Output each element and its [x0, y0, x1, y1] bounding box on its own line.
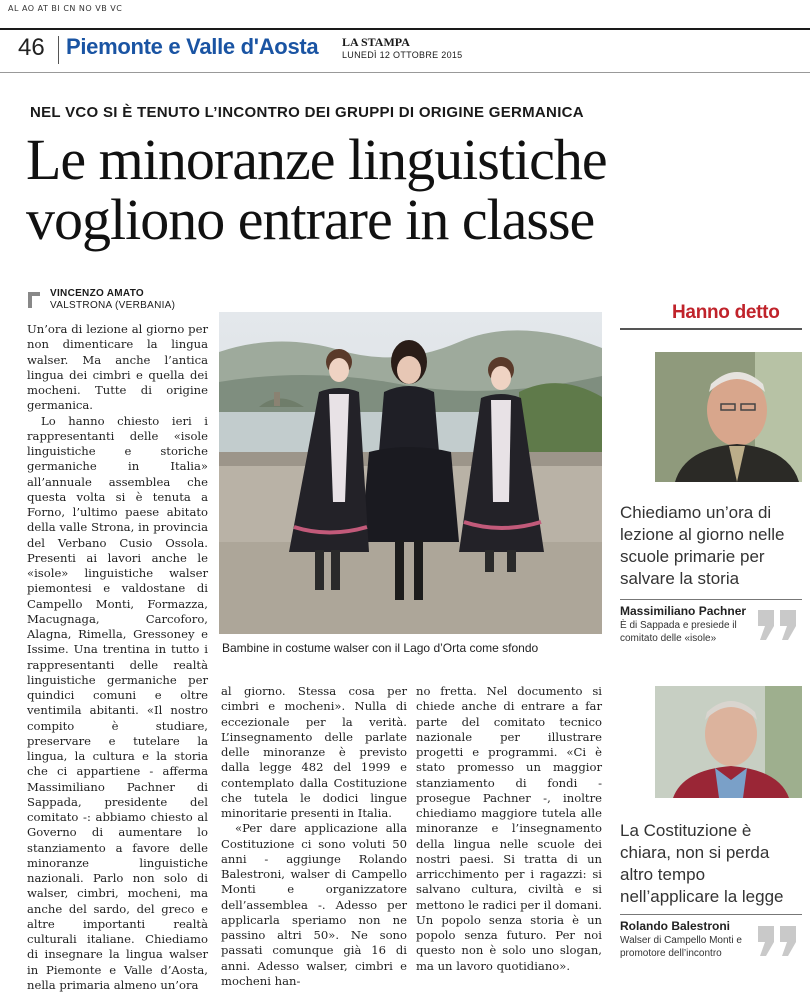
paragraph: Un’ora di lezione al giorno per non dimenticare la lingua walser. Ma anche l’antica lingua dei cimbri e quella dei mocheni. Tutte di origine germanica. [27, 322, 208, 413]
portrait-massimiliano-pachner [655, 352, 802, 482]
section-title: Piemonte e Valle d'Aosta [66, 34, 319, 59]
speaker-name: Rolando Balestroni [620, 919, 731, 933]
article-column-1 [27, 322, 208, 993]
sidebar-quote: La Costituzione è chiara, non si perda altro tempo nell’applicare la legge [620, 821, 784, 906]
portrait-illustration [655, 352, 802, 482]
speaker-description: Walser di Campello Monti e promotore dell’incontro [620, 935, 742, 959]
quote-mark-icon [754, 922, 802, 958]
headline-line-1: Le minoranze linguistiche [26, 127, 607, 192]
speaker-description: È di Sappada e presiede il comitato delle «isole» [620, 620, 737, 644]
paragraph: no fretta. Nel documento si chiede anche di entrare a far parte del comitato tecnico nazionale per illustrare progetti e programmi. «Ci è stato promesso un maggior stanziamento di fondi - prosegue Pachner -, inoltre chiediamo maggiore tutela alle minoranze e l’insegnamento della lingua nelle scuole dei nostri paesi. Si tratta di un arricchimento per i ragazzi: si salvano cultura, civiltà e si mettono le radici per il domani. Un popolo senza storia è un popolo senza futuro. Per noi questo non è solo uno slogan, ma un lavoro quotidiano». [416, 684, 602, 973]
sidebar-title-rule [620, 328, 802, 330]
article-headline [26, 127, 796, 252]
sidebar-title: Hanno detto [672, 302, 780, 323]
byline-author: VINCENZO AMATO [50, 288, 145, 299]
article-kicker: NEL VCO SI È TENUTO L’INCONTRO DEI GRUPPI DI ORIGINE GERMANICA [30, 104, 584, 121]
portrait-rolando-balestroni [655, 686, 802, 798]
byline-mark [28, 292, 40, 308]
sidebar-quote: Chiediamo un’ora di lezione al giorno nelle scuole primarie per salvare la storia [620, 503, 785, 588]
header-divider [58, 36, 59, 64]
page-number: 46 [18, 34, 45, 61]
byline-location: VALSTRONA (VERBANIA) [50, 300, 176, 311]
paragraph: al giorno. Stessa cosa per cimbri e mocheni». Nulla di eccezionale per la verità. L’insegnamento delle parlate delle minoranze è previsto dalla legge 482 del 1999 e contemplato dalla Costituzione che tutela le dodici lingue minoritarie presenti in Italia. [221, 684, 407, 820]
photo-caption: Bambine in costume walser con il Lago d’Orta come sfondo [222, 641, 539, 655]
speaker-rule [620, 599, 802, 600]
photo-illustration [219, 312, 602, 634]
paragraph: «Per dare applicazione alla Costituzione ci sono voluti 50 anni - aggiunge Rolando Balestroni, walser di Campello Monti e organizzatore dell’assemblea -. Adesso per applicarla speriamo non ne passino altri 50». Ne sono passati comunque già 16 di anni. Adesso walser, cimbri e mocheni han- [221, 821, 407, 988]
quote-mark-icon [754, 606, 802, 642]
issue-date: LUNEDÌ 12 OTTOBRE 2015 [342, 50, 463, 60]
newspaper-name: LA STAMPA [342, 35, 410, 49]
headline-line-2: vogliono entrare in classe [26, 187, 595, 252]
header-bottom-rule [0, 72, 810, 73]
portrait-illustration [655, 686, 802, 798]
speaker-rule [620, 914, 802, 915]
speaker-name: Massimiliano Pachner [620, 604, 747, 618]
article-photo [219, 312, 602, 634]
article-column-3 [416, 684, 602, 974]
paragraph: Lo hanno chiesto ieri i rappresentanti delle «isole linguistiche e storiche germaniche in Italia» all’annuale assemblea che questa volta si è tenuta a Forno, l’ultimo paese abitato della valle Strona, in provincia del Verbano Cusio Ossola. Presenti ai lavori anche le «isole» linguistiche walser piemontesi e valdostane di Campello Monti, Formazza, Macugnaga, Carcoforo, Alagna, Rimella, Gressoney e Issime. Una trentina in tutto i rappresentanti delle realtà linguistiche germaniche per quindici comuni e oltre ventimila abitanti. «Il nostro compito è studiare, preservare e tutelare la lingua, la cultura e la storia che ci appartiene - afferma Massimiliano Pachner di Sappada, presidente del comitato -: abbiamo chiesto al Governo di aumentare lo stanziamento a favore delle minoranze linguistiche nazionali. Parlo non solo di walser, cimbri, mocheni, ma anche del sardo, del greco e altre importanti realtà culturali italiane. Chiediamo di insegnare la lingua walser in Piemonte e Valle d’Aosta, nella primaria almeno un’ora [27, 413, 208, 992]
article-column-2 [221, 684, 407, 989]
edition-codes: AL AO AT BI CN NO VB VC [8, 4, 123, 13]
